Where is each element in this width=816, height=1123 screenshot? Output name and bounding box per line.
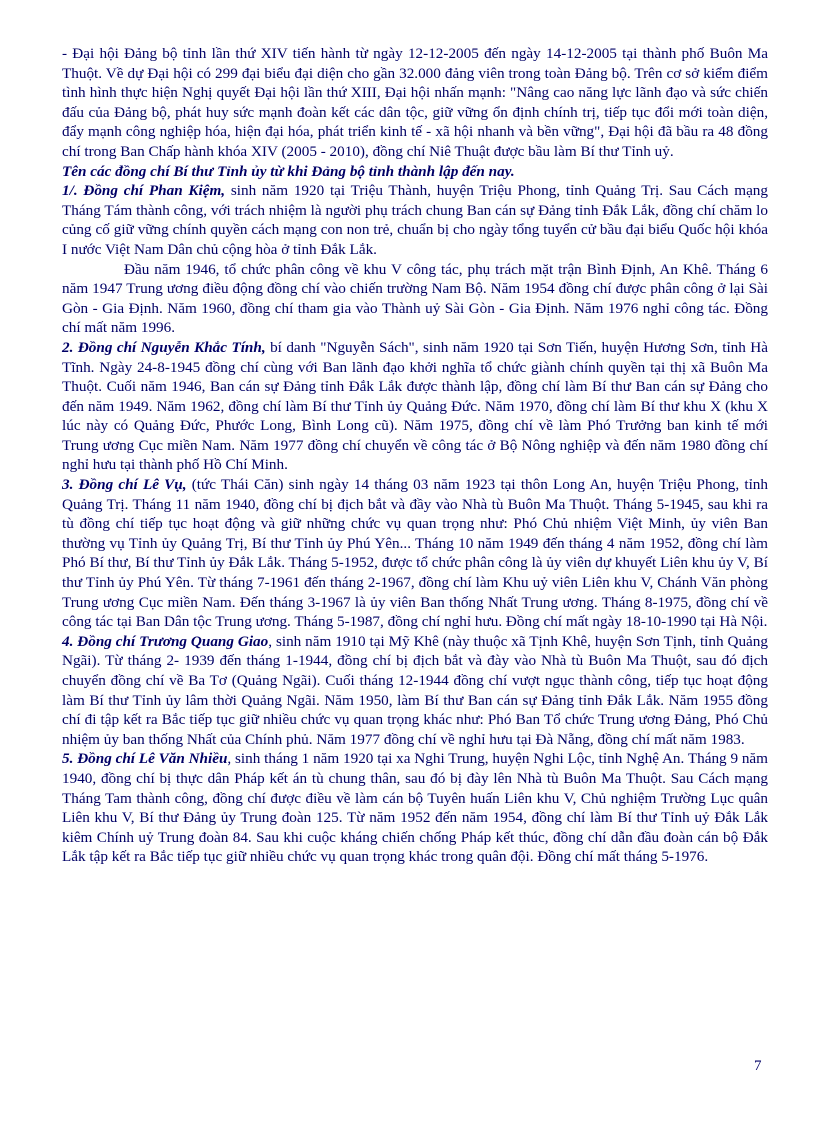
entry-4-name: 4. Đồng chí Trương Quang Giao xyxy=(62,632,269,650)
entry-2 xyxy=(62,338,768,475)
entry-1-text: sinh năm 1920 tại Triệu Thành, huyện Triệu Phong, tỉnh Quảng Trị. Sau Cách mạng Tháng Tám thành công, với trách nhiệm là người phụ trách chung Ban cán sự Đảng tỉnh Đắk Lắk, đồng chí chăm lo củng cố giữ vững chính quyền cách mạng con non trẻ, chuẩn bị cho ngày tổng tuyển cử bầu đại biểu Quốc hội khóa I nước Việt Nam Dân chủ cộng hòa ở tỉnh Đắk Lắk. xyxy=(62,182,768,258)
entry-4 xyxy=(62,632,768,750)
entry-1 xyxy=(62,181,768,259)
entry-4-text: , sinh năm 1910 tại Mỹ Khê (này thuộc xã Tịnh Khê, huyện Sơn Tịnh, tỉnh Quảng Ngãi). Từ tháng 2- 1939 đến tháng 1-1944, đồng chí bị địch bắt và đày vào Nhà tù Buôn Ma Thuột, sau đó địch chuyển đồng chí về Ba Tơ (Quảng Ngãi). Cuối tháng 12-1944 đồng chí vượt ngục thành công, tiếp tục hoạt động làm Bí thư Tỉnh ủy lâm thời Quảng Ngãi. Năm 1950, làm Bí thư Ban cán sự Đảng tỉnh Đắk Lắk. Năm 1955 đồng chí đi tập kết ra Bắc tiếp tục giữ nhiều chức vụ quan trọng khác như: Phó Ban Tổ chức Trung ương Đảng, Phó Chủ nhiệm ủy ban thống Nhất của Chính phủ. Năm 1977 đồng chí về nghỉ hưu tại Đà Nẵng, đồng chí mất năm 1983. xyxy=(62,632,768,748)
entry-1-name: 1/. Đồng chí Phan Kiệm, xyxy=(62,182,226,200)
section-heading: Tên các đồng chí Bí thư Tỉnh ủy từ khi Đảng bộ tỉnh thành lập đến nay. xyxy=(62,162,515,180)
entry-2-name: 2. Đồng chí Nguyễn Khắc Tính, xyxy=(62,338,266,356)
intro-paragraph: - Đại hội Đảng bộ tỉnh lần thứ XIV tiến hành từ ngày 12-12-2005 đến ngày 14-12-2005 tại thành phố Buôn Ma Thuột. Về dự Đại hội có 299 đại biểu đại diện cho gần 32.000 đảng viên trong toàn Đảng bộ. Trên cơ sở kiểm điểm tình hình thực hiện Nghị quyết Đại hội lần thứ XIII, Đại hội nhấn mạnh: "Nâng cao năng lực lãnh đạo và sức chiến đấu của Đảng bộ, phát huy sức mạnh đoàn kết các dân tộc, giữ vững ổn định chính trị, tiếp tục đổi mới toàn diện, đẩy mạnh công nghiệp hóa, hiện đại hóa, phát triển kinh tế - xã hội nhanh và bền vững", Đại hội đã bầu ra 48 đồng chí trong Ban Chấp hành khóa XIV (2005 - 2010), đồng chí Niê Thuật được bầu làm Bí thư Tỉnh uỷ. xyxy=(62,45,768,160)
entry-3 xyxy=(62,475,768,632)
page-number: 7 xyxy=(754,1058,762,1074)
entry-5 xyxy=(62,749,768,867)
entry-2-text: bí danh "Nguyễn Sách", sinh năm 1920 tại Sơn Tiến, huyện Hương Sơn, tỉnh Hà Tĩnh. Ngày 24-8-1945 đồng chí cùng với Ban lãnh đạo khởi nghĩa tổ chức giành chính quyền tại thị xã Buôn Ma Thuột. Cuối năm 1946, Ban cán sự Đảng tỉnh Đắk Lắk được thành lập, đồng chí làm Bí thư Ban cán sự Đảng cho đến năm 1949. Năm 1962, đồng chí làm Bí thư Tỉnh ủy Quảng Đức. Năm 1970, đồng chí làm Bí thư khu X (khu X lúc này có Quảng Đức, Phước Long, Bình Long cũ). Năm 1975, đồng chí về làm Phó Trưởng ban kinh tế mới Trung ương Cục miền Nam. Năm 1977 đồng chí chuyển về công tác ở Bộ Nông nghiệp và đến năm 1980 đồng chí nghỉ hưu tại thành phố Hồ Chí Minh. xyxy=(62,338,769,474)
document-body xyxy=(62,44,768,867)
entry-3-name: 3. Đồng chí Lê Vụ, xyxy=(62,476,187,494)
entry-1-para2: Đầu năm 1946, tổ chức phân công về khu V công tác, phụ trách mặt trận Bình Định, An Khê. Tháng 6 năm 1947 Trung ương điều động đồng chí vào chiến trường Nam Bộ. Năm 1954 đồng chí được phân công ở lại Sài Gòn - Gia Định. Năm 1960, đồng chí tham gia vào Thành uỷ Sài Gòn - Gia Định. Năm 1976 nghỉ công tác. Đồng chí mất năm 1996. xyxy=(62,260,768,337)
entry-3-text: (tức Thái Căn) sinh ngày 14 tháng 03 năm 1923 tại thôn Long An, huyện Triệu Phong, tỉnh Quảng Trị. Tháng 11 năm 1940, đồng chí bị địch bắt và đầy vào Nhà tù Buôn Ma Thuột. Tháng 5-1945, sau khi ra tù đồng chí tiếp tục hoạt động và giữ những chức vụ quan trọng như: Phó Chủ nhiệm Việt Minh, ủy viên Ban thường vụ Tỉnh ủy Quảng Trị, Bí thư Tỉnh ủy Phú Yên... Tháng 10 năm 1949 đến tháng 4 năm 1952, đồng chí làm Phó Bí thư, Bí thư Tỉnh ủy Đắk Lắk. Tháng 5-1952, được tổ chức phân công là ủy viên dự khuyết Liên khu ủy V, Bí thư Tỉnh ủy Phú Yên. Từ tháng 7-1961 đến tháng 2-1967, đồng chí làm Khu uỷ viên Liên khu V, Chánh Văn phòng Trung ương Cục miền Nam. Đến tháng 3-1967 là ủy viên Ban thống Nhất Trung ương. Tháng 8-1975, đồng chí về công tác tại Ban Dân tộc Trung ương. Tháng 5-1987, đồng chí nghỉ hưu. Đồng chí mất ngày 18-10-1990 tại Hà Nội. xyxy=(62,476,768,631)
entry-5-text: , sinh tháng 1 năm 1920 tại xa Nghi Trung, huyện Nghi Lộc, tỉnh Nghệ An. Tháng 9 năm 1940, đồng chí bị thực dân Pháp kết án tù chung thân, sau đó bị đày lên Nhà tù Buôn Ma Thuột. Sau Cách mạng Tháng Tam thành công, đồng chí được điều về làm cán bộ Tuyên huấn Liên khu V, Chủ nghiệm Trường Lục quân Liên khu V, Bí thư Đảng ủy Trung đoàn 125. Từ năm 1952 đến năm 1954, đồng chí làm Bí thư Tỉnh uỷ Đắk Lắk kiêm Chính uỷ Trung đoàn 84. Sau khi cuộc kháng chiến chống Pháp kết thúc, đồng chí dẫn đầu đoàn cán bộ Đắk Lắk tập kết ra Bắc tiếp tục giữ nhiều chức vụ quan trọng khác trong quân đội. Đồng chí mất tháng 5-1976. xyxy=(62,750,768,866)
entry-5-name: 5. Đồng chí Lê Văn Nhiều xyxy=(62,750,228,768)
